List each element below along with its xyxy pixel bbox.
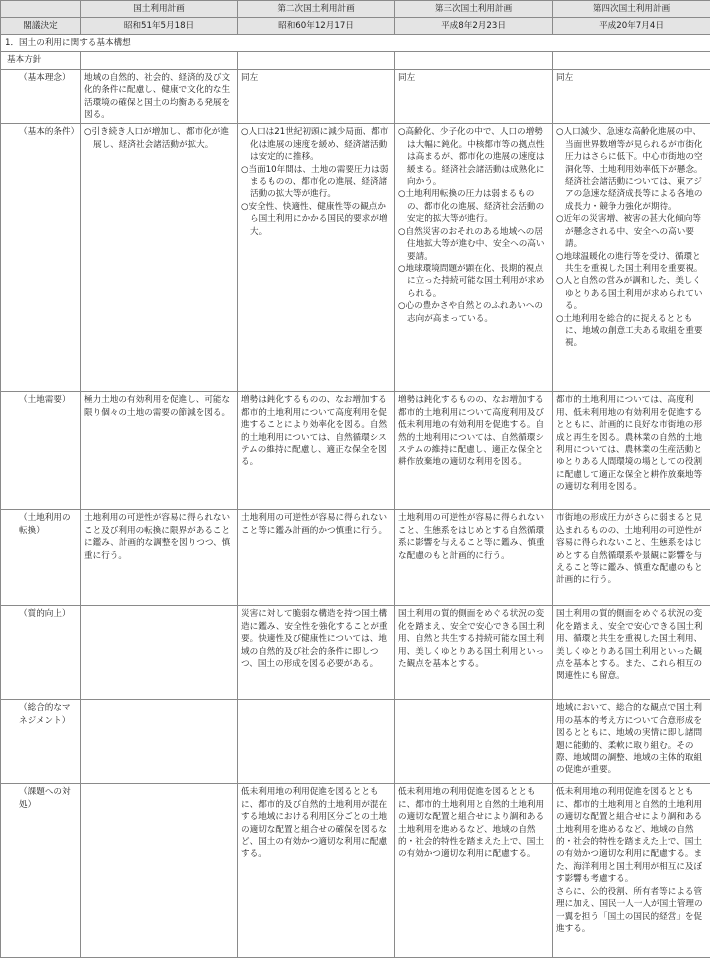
plan-cell-4 [553,700,710,784]
plan-cell-4 [553,784,710,958]
cell-text: 国土利用の質的側面をめぐる状況の変化を踏まえ、安全で安心できる国土利用、循環と共生を重視した国土利用、美しくゆとりある国土利用といった観点を基本とする。また、これら相互の関連性にも留意。 [556,609,703,682]
plan-cell-1 [81,392,238,510]
plan-cell-3 [395,784,553,958]
cell-text: 市街地の形成圧力がさらに弱まると見込まれるものの、土地利用の可逆性が容易に得られないこと、生態系をはじめとする自然循環系や景観に影響を与えること等に鑑み、慎重な配慮のもと計画的に行う。 [556,513,703,586]
cell-text: 極力土地の有効利用を促進し、可能な限り個々の土地の需要の節減を図る。 [84,395,231,418]
plan-cell-3 [395,606,553,700]
cell-text: 低未利用地の利用促進を図るとともに、都市的土地利用と自然的土地利用の適切な配置と組合せにより調和ある土地利用を進めるなど、地域の自然的・社会的特性を踏まえた上で、国土の有効かつ適切な利用に配慮する。 [398,787,545,860]
row-label: （土地需要） [1,392,81,510]
plan-cell-2 [238,392,395,510]
cell-text: 地域において、総合的な観点で国土利用の基本的考え方について合意形成を図るとともに、地域の実情に即し諸問題に能動的、柔軟に取り組む。その際、地域間の調整、地域の主体的取組の促進が重要。 [556,703,703,776]
cell-text: 同左 [398,72,416,83]
cell-text: 地域の自然的、社会的、経済的及び文化的条件に配慮し、健康で文化的な生活環境の確保と国土の均衡ある発展を図る。 [84,72,231,121]
cell-text: ○人と自然の営みが調和した、美しくゆとりある国土利用が求められている。 [556,276,703,312]
plan-cell-4 [553,606,710,700]
plan-cell-2 [238,124,395,392]
table-row [1,392,710,510]
table-row [1,606,710,700]
cell-text: 都市的土地利用については、高度利用、低未利用地の有効利用を促進するとともに、計画的に良好な市街地の形成と再生を図る。農林業の自然的土地利用については、農林業の生産活動とゆとりある人間環境の場としての役割に配慮して適正な保全と耕作放棄地等の適切な利用を図る。 [556,395,703,493]
cell-text: 増勢は鈍化するものの、なお増加する都市的土地利用について高度利用及び低未利用地の有効利用を促進する。自然的土地利用については、自然循環システムの維持に配慮し、適正な保全と耕作放棄地の適切な利用を図る。 [398,395,545,468]
header-plan-1: 国土利用計画 [81,1,238,18]
cell-text: ○心の豊かさや自然とのふれあいへの志向が高まっている。 [398,301,543,324]
header-row-plans [1,1,710,18]
basic-policy-spacer [553,52,710,69]
table-row [1,700,710,784]
basic-policy-row [1,52,710,69]
plan-cell-3 [395,69,553,124]
cell-text: 土地利用の可逆性が容易に得られないこと及び利用の転換に限界があることに鑑み、計画的な調整を図りつつ、慎重に行う。 [84,513,231,561]
section-title: 1．国土の利用に関する基本構想 [1,35,710,52]
cell-text: 増勢は鈍化するものの、なお増加する都市的土地利用について高度利用を促進することにより効率化を図る。自然的土地利用については、自然循環システムの維持に配慮し、適正な保全を図る。 [241,395,388,468]
plan-cell-1 [81,784,238,958]
header-decision-label: 閣議決定 [1,18,81,35]
header-date-3: 平成8年2月23日 [395,18,553,35]
basic-policy-label: 基本方針 [1,52,81,69]
plan-cell-3 [395,700,553,784]
cell-text: ○安全性、快適性、健康性等の観点から国土利用にかかる国民的要求が増大。 [241,201,388,237]
cell-text: 同左 [241,72,259,83]
row-label: （基本的条件） [1,124,81,392]
row-label: （土地利用の転換） [1,510,81,606]
cell-text: ○引き続き人口が増加し、都市化が進展し、経済社会諸活動が拡大。 [84,127,229,150]
plan-cell-2 [238,606,395,700]
table-row [1,124,710,392]
cell-text: 低未利用地の利用促進を図るとともに、都市的及び自然的土地利用が混在する地域における利用区分ごとの土地の適切な配置と組合せの確保を図るなど、国土の有効かつ適切な利用に配慮する。 [241,787,388,860]
section-row [1,35,710,52]
cell-text: ○自然災害のおそれのある地域への居住地拡大等が進む中、安全への高い要請。 [398,226,545,262]
cell-text: ○近年の災害増、被害の甚大化傾向等が懸念される中、安全への高い要請。 [556,214,701,250]
header-plan-2: 第二次国土利用計画 [238,1,395,18]
header-date-1: 昭和51年5月18日 [81,18,238,35]
cell-text: 同左 [556,72,574,83]
plan-cell-3 [395,510,553,606]
cell-text: 土地利用の可逆性が容易に得られないこと等に鑑み計画的かつ慎重に行う。 [241,513,388,536]
header-date-4: 平成20年7月4日 [553,18,710,35]
plan-cell-3 [395,392,553,510]
header-plan-3: 第三次国土利用計画 [395,1,553,18]
table-row [1,510,710,606]
cell-text: 低未利用地の利用促進を図るとともに、都市的土地利用と自然的土地利用の適切な配置と組合せにより調和ある土地利用を進めるなど、地域の自然的・社会的特性を踏まえた上で、国土の有効かつ適切な利用に配慮する。また、海洋利用と国土利用が相互に及ぼす影響も考慮する。 [556,787,703,885]
plan-cell-4 [553,124,710,392]
plan-cell-4 [553,69,710,124]
cell-text: ○土地利用を総合的に捉えるとともに、地域の創意工夫ある取組を重要視。 [556,313,703,349]
basic-policy-spacer [81,52,238,69]
basic-policy-spacer [395,52,553,69]
plan-cell-1 [81,124,238,392]
content-rows [1,69,710,958]
cell-text: ○人口減少、急速な高齢化進展の中、当面世界数増等が見られるが市街化圧力はさらに低下。中心市街地の空洞化等、土地利用効率低下が懸念。経済社会諸活動については、東アジアの急速な経済成長等による各地の成長力・競争力強化が期待。 [556,127,703,212]
plan-cell-4 [553,510,710,606]
cell-text: さらに、公的役割、所有者等による管理に加え、国民一人一人が国土管理の一翼を担う「国土の国民的経営」を促進する。 [556,886,703,934]
plan-cell-1 [81,606,238,700]
cell-text: 災害に対して脆弱な構造を持つ国土構造に鑑み、安全性を強化することが重要。快適性及び健康性については、地域の自然的及び社会的条件に即しつつ、国土の形成を図る必要がある。 [241,609,388,670]
cell-text: ○土地利用転換の圧力は弱まるものの、都市化の進展、経済社会活動の安定的拡大等が進行。 [398,189,545,225]
header-date-2: 昭和60年12月17日 [238,18,395,35]
plan-cell-4 [553,392,710,510]
plan-cell-2 [238,69,395,124]
plan-cell-3 [395,124,553,392]
header-corner [1,1,81,18]
row-label: （課題への対処） [1,784,81,958]
cell-text: ○地球温暖化の進行等を受け、循環と共生を重視した国土利用を重要視。 [556,251,703,274]
table-row [1,69,710,124]
plan-cell-1 [81,700,238,784]
plan-cell-2 [238,700,395,784]
plan-cell-1 [81,69,238,124]
cell-text: 土地利用の可逆性が容易に得られないこと、生態系をはじめとする自然循環系に影響を与えること等に鑑み、慎重な配慮のもと計画的に行う。 [398,513,545,561]
row-label: （総合的なマネジメント） [1,700,81,784]
cell-text: 国土利用の質的側面をめぐる状況の変化を踏まえ、安全で安心できる国土利用、自然と共生する持続可能な国土利用、美しくゆとりある国土利用といった観点を基本とする。 [398,609,545,670]
table-row [1,784,710,958]
cell-text: ○当面10年間は、土地の需要圧力は弱まるものの、都市化の進展、経済諸活動の拡大等が進行。 [241,164,389,200]
header-plan-4: 第四次国土利用計画 [553,1,710,18]
header-row-dates [1,18,710,35]
row-label: （質的向上） [1,606,81,700]
plan-cell-2 [238,510,395,606]
cell-text: ○人口は21世紀初頭に減少局面、都市化は進展の速度を緩め、経済諸活動は安定的に推移。 [241,127,389,163]
cell-text: ○地球環境問題が顕在化、長期的視点に立った持続可能な国土利用が求められる。 [398,263,545,299]
plan-cell-2 [238,784,395,958]
cell-text: ○高齢化、少子化の中で、人口の増勢は大幅に鈍化。中核都市等の拠点性は高まるが、都市化の進展の速度は緩まる。経済社会諸活動は成熟化に向かう。 [398,127,545,188]
basic-policy-spacer [238,52,395,69]
plan-cell-1 [81,510,238,606]
row-label: （基本理念） [1,69,81,124]
